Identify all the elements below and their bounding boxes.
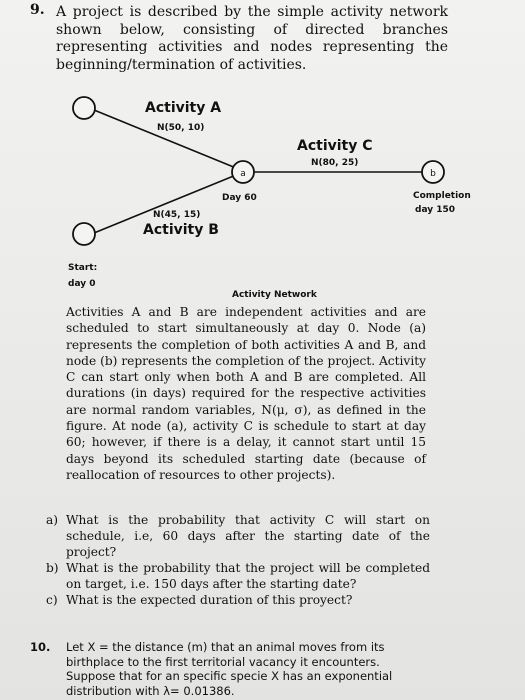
completion-label: Completion (413, 191, 471, 201)
problem-9-questions (30, 512, 430, 608)
activity-a-branch (94, 110, 236, 168)
start-node-a (73, 97, 95, 119)
question-c (30, 592, 430, 608)
question-c-letter: c) (46, 593, 58, 607)
node-b-label: b (430, 169, 436, 179)
activity-network-diagram (0, 88, 525, 313)
activity-c-label: Activity C (297, 138, 373, 154)
question-a (30, 512, 430, 560)
question-b (30, 560, 430, 592)
day-60-label: Day 60 (222, 193, 257, 203)
completion-day-label: day 150 (415, 205, 456, 215)
network-caption: Activity Network (232, 290, 317, 300)
activity-c-params: N(80, 25) (311, 158, 359, 168)
question-a-text: What is the probability that activity C will start on schedule, i.e, 60 days after the starting date of the project? (66, 513, 430, 559)
question-b-text: What is the probability that the project will be completed on target, i.e. 150 days after the starting date? (66, 561, 430, 591)
activity-b-params: N(45, 15) (153, 210, 201, 220)
question-a-letter: a) (46, 513, 59, 527)
problem-9-number: 9. (30, 2, 45, 18)
problem-9-description: Activities A and B are independent activities and are scheduled to start simultaneously at day 0. Node (a) represents the completion of both activities A and B, and node (b) represents the completion of the project. Activity C can start only when both A and B are completed. All durations (in days) required for the respective activities are normal random variables, N(μ, σ), as defined in the figure. At node (a), activity C is schedule to start at day 60; however, if there is a delay, it cannot start until 15 days beyond its scheduled starting date (because of reallocation of resources to other projects). (66, 305, 426, 482)
question-b-letter: b) (46, 561, 59, 575)
problem-10 (30, 640, 430, 698)
problem-10-text: Let X = the distance (m) that an animal moves from its birthplace to the first territorial vacancy it encounters. Suppose that for an specific specie X has an exponential distribution with λ= 0.01386. (66, 640, 393, 698)
activity-a-label: Activity A (145, 100, 222, 116)
node-a-label: a (240, 169, 246, 179)
start-label: Start: (68, 263, 98, 273)
start-day-label: day 0 (68, 279, 96, 289)
activity-b-label: Activity B (143, 222, 219, 238)
start-node-b (73, 223, 95, 245)
problem-9-intro: A project is described by the simple activity network shown below, consisting of directed branches representing activities and nodes representing the beginning/termination of activities. (56, 4, 448, 73)
activity-a-params: N(50, 10) (157, 123, 205, 133)
question-c-text: What is the expected duration of this proyect? (66, 593, 353, 607)
problem-10-number: 10. (30, 640, 51, 654)
